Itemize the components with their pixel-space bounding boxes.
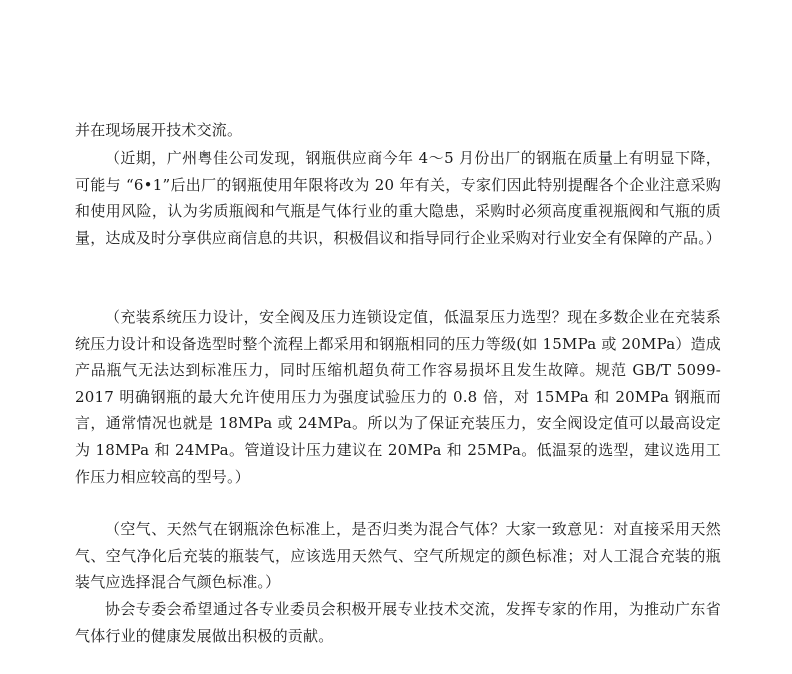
paragraph-pressure-design: （充装系统压力设计，安全阀及压力连锁设定值，低温泵压力选型？现在多数企业在充装系统压力设计和设备选型时整个流程上都采用和钢瓶相同的压力等级(如 15MPa 或 20MPa）造成产品瓶气无法达到标准压力，同时压缩机超负荷工作容易损坏且发生故障。规范 GB/T 5099-2017 明确钢瓶的最大允许使用压力为强度试验压力的 0.8 倍，对 15MPa 和 20MPa 钢瓶而言，通常情况也就是 18MPa 或 24MPa。所以为了保证充装压力，安全阀设定值可以最高设定为 18MPa 和 24MPa。管道设计压力建议在 20MPa 和 25MPa。低温泵的选型，建议选用工作压力相应较高的型号。） <box>75 308 721 486</box>
paragraph-continuation: 并在现场展开技术交流。 <box>75 121 243 139</box>
paragraph-conclusion: 协会专委会希望通过各专业委员会积极开展专业技术交流，发挥专家的作用，为推动广东省气体行业的健康发展做出积极的贡献。 <box>75 600 721 645</box>
paragraph-color-standard: （空气、天然气在钢瓶涂色标准上，是否归类为混合气体？大家一致意见：对直接采用天然气、空气净化后充装的瓶装气，应该选用天然气、空气所规定的颜色标准；对人工混合充装的瓶装气应选择混合气颜色标准。） <box>75 520 721 592</box>
paragraph-cylinder-quality: （近期，广州粤佳公司发现，钢瓶供应商今年 4～5 月份出厂的钢瓶在质量上有明显下降，可能与 “6•1”后出厂的钢瓶使用年限将改为 20 年有关，专家们因此特别提醒各个企业注意采购和使用风险，认为劣质瓶阀和气瓶是气体行业的重大隐患，采购时必须高度重视瓶阀和气瓶的质量，达成及时分享供应商信息的共识，积极倡议和指导同行企业采购对行业安全有保障的产品。） <box>75 149 722 247</box>
